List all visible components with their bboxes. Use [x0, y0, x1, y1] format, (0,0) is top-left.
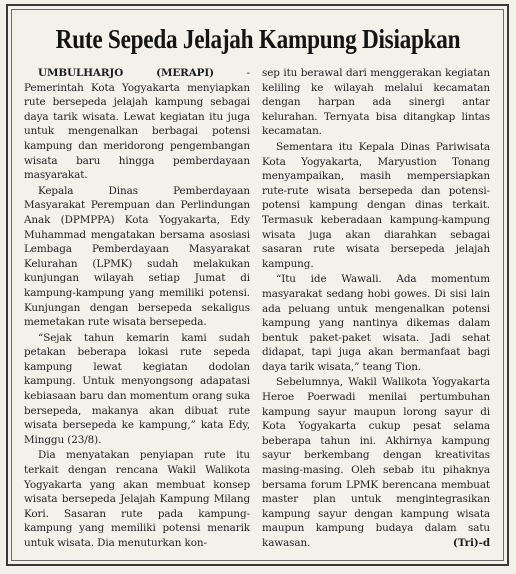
author-credit: (Tri)-d — [452, 537, 490, 549]
article-paragraph: Dia menyatakan penyiapan rute itu terkait dengan rencana Wakil Walikota Yogyakarta yang akan membuat konsep wisata bersepeda Jelajah Kampung Milang Kori. Sasaran rute pada kampung-kampung yang memiliki potensi menarik untuk wisata. Dia menuturkan kon- — [24, 449, 250, 549]
paragraph-text: - Pemerintah Kota Yogyakarta menyiapkan rute bersepeda jelajah kampung sebagai daya tarik wisata. Lewat kegiatan itu juga untuk mengenalkan berbagai potensi kampung dan meridorong pengembangan wisata baru hingga pemberdayaan masyarakat. — [24, 67, 250, 182]
article-column-left — [24, 66, 250, 551]
article-paragraph: “Itu ide Wawali. Ada momentum masyarakat sedang hobi gowes. Di sisi lain ada peluang untuk mengenalkan potensi kampung yang nantinya dikemas dalam bentuk paket-paket wisata. Jadi sehat didapat, tapi juga akan bermanfaat bagi daya tarik wisata,” teang Tion. — [262, 273, 490, 373]
article-headline: Rute Sepeda Jelajah Kampung Disiapkan — [55, 24, 461, 54]
article-paragraph: Sebelumnya, Wakil Walikota Yogyakarta Heroe Poerwadi menilai pertumbuhan kampung sayur maupun lorong sayur di Kota Yogyakarta cukup pesat selama beberapa tahun ini. Akhirnya kampung sayur berkembang dengan kreativitas masing-masing. Oleh sebab itu pihaknya bersama forum LPMK berencana membuat master plan untuk mengintegrasikan kampung sayur dengan kampung wisata maupun kampung budaya dalam satu kawasan. — [262, 376, 490, 549]
article-column-right — [262, 66, 490, 551]
article-paragraph: sep itu berawal dari menggerakan kegiatan keliling ke wilayah melalui kecamatan dengan harpan ada sinergi antar kelurahan. Ternyata bisa ditangkap lintas kecamatan. — [262, 67, 490, 138]
article-paragraph — [24, 66, 250, 183]
article-paragraph: “Sejak tahun kemarin kami sudah petakan beberapa lokasi rute sepeda kampung lewat kegiatan dodolan kampung. Untuk menyongsong adapatasi kebiasaan baru dan momentum orang suka bersepeda, makanya akan dibuat rute wisata bersepeda ke kampung,” kata Edy, Minggu (23/8). — [24, 331, 250, 446]
dateline: UMBULHARJO (MERAPI) — [38, 67, 214, 79]
article-paragraph: Kepala Dinas Pemberdayaan Masyarakat Perempuan dan Perlindungan Anak (DPMPPA) Kota Yogyakarta, Edy Muhammad mengatakan bersama asosiasi Lembaga Pemberdayaan Masyarakat Kelurahan (LPMK) sudah melakukan kunjungan wilayah setiap Jumat di kampung-kampung yang memiliki potensi. Kunjungan dengan bersepeda sekaligus memetakan rute wisata bersepeda. — [24, 184, 250, 329]
article-paragraph: Sementara itu Kepala Dinas Pariwisata Kota Yogyakarta, Maryustion Tonang menyampaikan, masih mempersiapkan rute-rute wisata bersepeda dan potensi-potensi kampung dengan dinas terkait. Termasuk keberadaan kampung-kampung wisata juga akan diarahkan sebagai sasaran rute wisata bersepeda jelajah kampung. — [262, 140, 490, 270]
